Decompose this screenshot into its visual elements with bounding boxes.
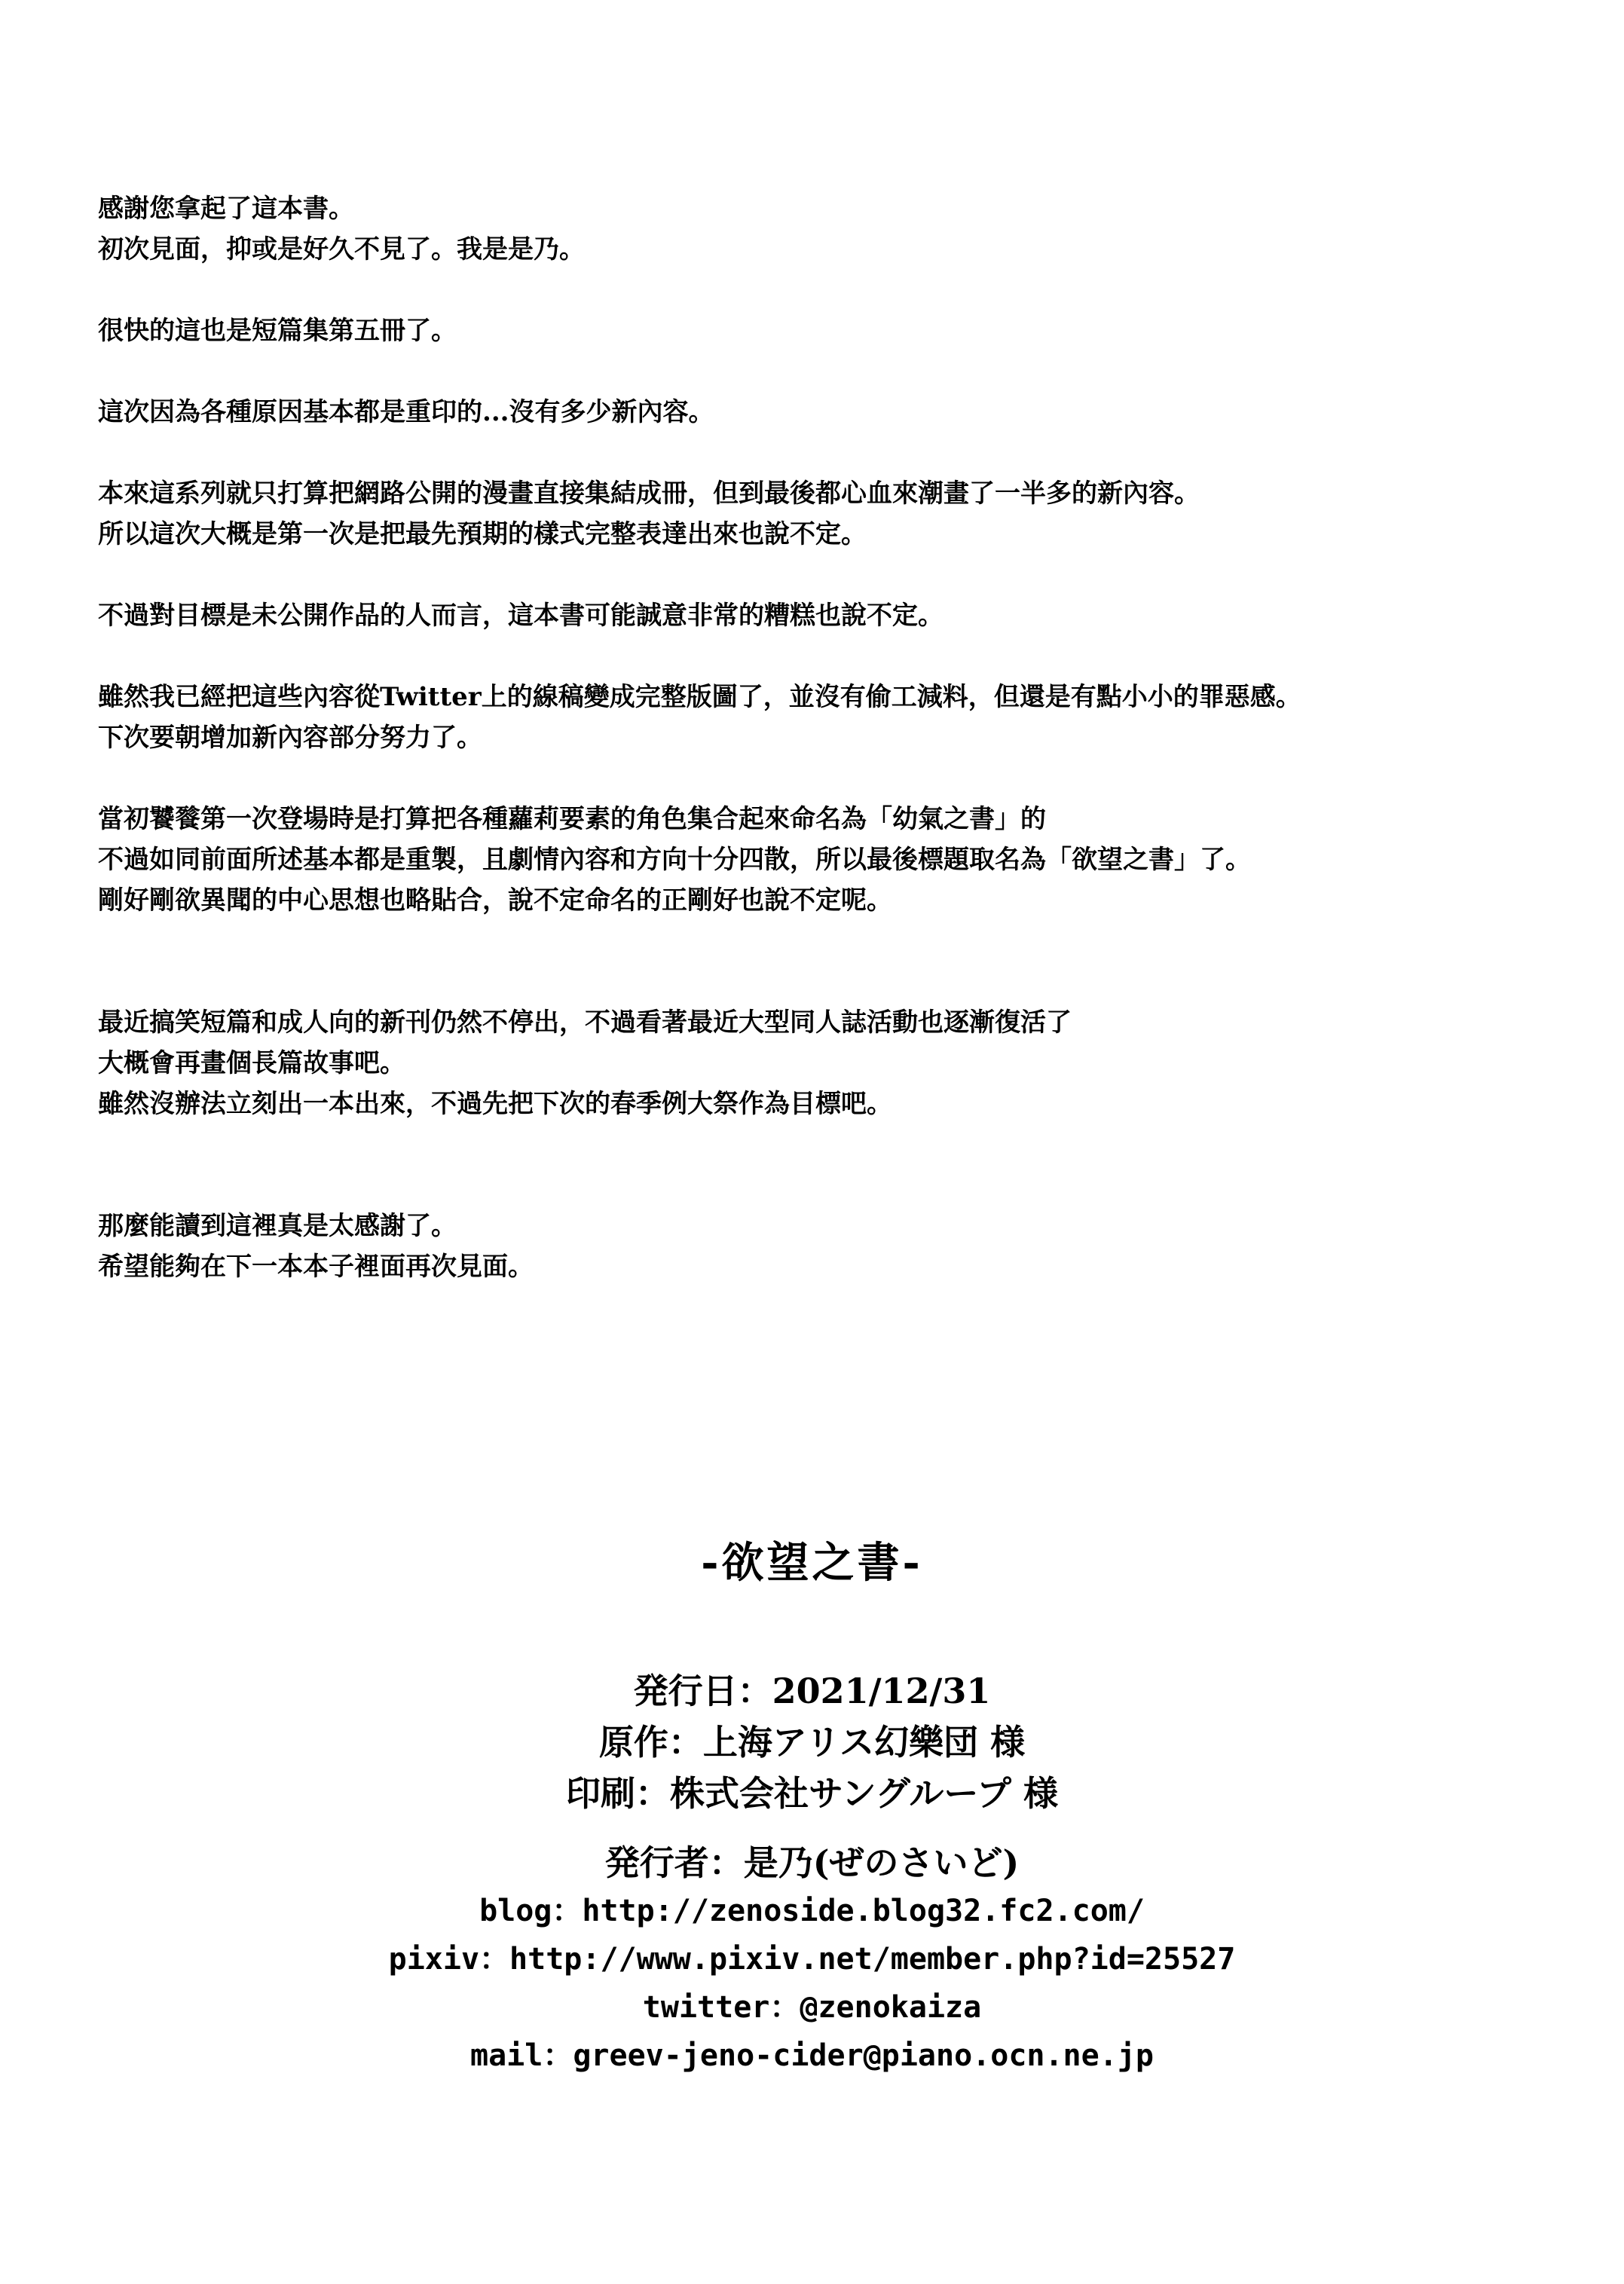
text-line: 這次因為各種原因基本都是重印的...沒有多少新內容。 [98, 397, 714, 427]
paragraph-series [98, 473, 1567, 555]
text-line: 下次要朝增加新內容部分努力了。 [98, 723, 482, 753]
text-line: 大概會再畫個長篇故事吧。 [98, 1048, 405, 1078]
publisher: 発行者：是乃(ぜのさいど) [604, 1842, 1020, 1883]
paragraph-title-origin [98, 799, 1567, 921]
text-line: 雖然我已經把這些內容從Twitter上的線稿變成完整版圖了，並沒有偷工減料，但還是有點小小的罪惡感。 [98, 682, 1301, 712]
paragraph-reprint [98, 392, 1567, 433]
blog-link: blog：http://zenoside.blog32.fc2.com/ [479, 1894, 1145, 1928]
paragraph-fifth-volume [98, 310, 1567, 351]
text-line: 感謝您拿起了這本書。 [98, 194, 354, 224]
publication-info [0, 1665, 1624, 1819]
printer: 印刷：株式会社サングループ 様 [565, 1773, 1059, 1814]
afterword-text [98, 188, 1567, 1328]
publisher-contact [0, 1839, 1624, 2080]
text-line: 本來這系列就只打算把網路公開的漫畫直接集結成冊，但到最後都心血來潮畫了一半多的新內容。 [98, 479, 1200, 509]
paragraph-future-plans [98, 1002, 1567, 1124]
issue-date: 発行日：2021/12/31 [633, 1671, 991, 1711]
book-title: -欲望之書- [701, 1538, 923, 1588]
paragraph-closing [98, 1206, 1567, 1287]
text-line: 很快的這也是短篇集第五冊了。 [98, 316, 457, 346]
pixiv-link: pixiv：http://www.pixiv.net/member.php?id=25527 [388, 1942, 1236, 1977]
text-line: 雖然沒辦法立刻出一本出來，不過先把下次的春季例大祭作為目標吧。 [98, 1089, 892, 1119]
text-line: 那麼能讀到這裡真是太感謝了。 [98, 1211, 457, 1241]
text-line: 不過對目標是未公開作品的人而言，這本書可能誠意非常的糟糕也說不定。 [98, 601, 944, 631]
paragraph-unpublished [98, 595, 1567, 636]
text-line: 剛好剛欲異聞的中心思想也略貼合，說不定命名的正剛好也說不定呢。 [98, 885, 892, 916]
text-line: 最近搞笑短篇和成人向的新刊仍然不停出，不過看著最近大型同人誌活動也逐漸復活了 [98, 1007, 1072, 1038]
original-work: 原作：上海アリス幻樂団 様 [598, 1722, 1026, 1763]
twitter-handle: twitter：@zenokaiza [642, 1990, 982, 2025]
text-line: 不過如同前面所述基本都是重製，且劇情內容和方向十分四散，所以最後標題取名為「欲望之書」了。 [98, 845, 1251, 875]
text-line: 希望能夠在下一本本子裡面再次見面。 [98, 1252, 534, 1282]
paragraph-twitter [98, 677, 1567, 758]
text-line: 初次見面，抑或是好久不見了。我是是乃。 [98, 234, 585, 264]
text-line: 當初饕餮第一次登場時是打算把各種蘿莉要素的角色集合起來命名為「幼氣之書」的 [98, 804, 1046, 834]
text-line: 所以這次大概是第一次是把最先預期的樣式完整表達出來也說不定。 [98, 519, 867, 549]
mail-address: mail：greev-jeno-cider@piano.ocn.ne.jp [470, 2038, 1154, 2073]
paragraph-greeting [98, 188, 1567, 270]
